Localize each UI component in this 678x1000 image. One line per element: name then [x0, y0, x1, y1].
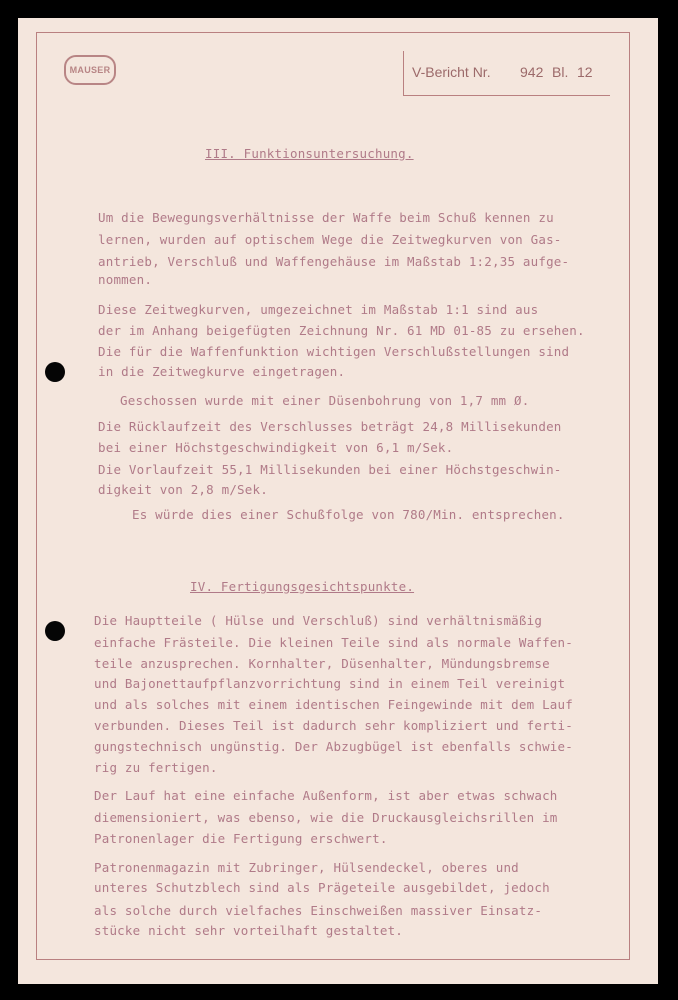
section-3-heading: III. Funktionsuntersuchung.: [205, 146, 414, 161]
section-4-line: unteres Schutzblech sind als Prägeteile ausgebildet, jedoch: [94, 880, 550, 895]
section-4-line: und als solches mit einem identischen Feingewinde mit dem Lauf: [94, 697, 573, 712]
section-4-line: teile anzusprechen. Kornhalter, Düsenhalter, Mündungsbremse: [94, 656, 550, 671]
section-4-line: gungstechnisch ungünstig. Der Abzugbügel ist ebenfalls schwie-: [94, 739, 573, 754]
logo-text: MAUSER: [69, 65, 111, 75]
section-4-line: Die Hauptteile ( Hülse und Verschluß) sind verhältnismäßig: [94, 613, 543, 628]
section-3-line: Die für die Waffenfunktion wichtigen Verschlußstellungen sind: [98, 344, 570, 359]
sheet-label: Bl.: [552, 64, 569, 80]
section-3-line: Die Vorlaufzeit 55,1 Millisekunden bei einer Höchstgeschwin-: [98, 462, 562, 477]
section-3-line: Geschossen wurde mit einer Düsenbohrung von 1,7 mm Ø.: [120, 393, 530, 408]
section-3-line: lernen, wurden auf optischem Wege die Zeitwegkurven von Gas-: [98, 232, 562, 247]
section-4-line: Patronenlager die Fertigung erschwert.: [94, 831, 388, 846]
section-3-line: Es würde dies einer Schußfolge von 780/Min. entsprechen.: [132, 507, 565, 522]
section-3-line: der im Anhang beigefügten Zeichnung Nr. 61 MD 01-85 zu ersehen.: [98, 323, 585, 338]
section-3-line: digkeit von 2,8 m/Sek.: [98, 482, 268, 497]
report-prefix: V-Bericht Nr.: [412, 64, 491, 80]
section-3-line: Um die Bewegungsverhältnisse der Waffe beim Schuß kennen zu: [98, 210, 554, 225]
mauser-logo: [64, 55, 116, 85]
section-4-line: einfache Frästeile. Die kleinen Teile sind als normale Waffen-: [94, 635, 573, 650]
sheet-number: 12: [577, 64, 593, 80]
section-3-line: antrieb, Verschluß und Waffengehäuse im Maßstab 1:2,35 aufge-: [98, 254, 570, 269]
section-4-heading: IV. Fertigungsgesichtspunkte.: [190, 579, 415, 594]
section-4-line: als solche durch vielfaches Einschweißen massiver Einsatz-: [94, 903, 543, 918]
punch-hole-upper: [45, 362, 65, 382]
report-number: 942: [520, 64, 544, 80]
section-4-line: stücke nicht sehr vorteilhaft gestaltet.: [94, 923, 404, 938]
report-header-box: [403, 51, 610, 96]
section-4-line: diemensioniert, was ebenso, wie die Druckausgleichsrillen im: [94, 810, 558, 825]
section-3-line: nommen.: [98, 272, 153, 287]
section-4-line: und Bajonettaufpflanzvorrichtung sind in einem Teil vereinigt: [94, 676, 566, 691]
section-3-line: bei einer Höchstgeschwindigkeit von 6,1 m/Sek.: [98, 440, 454, 455]
section-3-line: Diese Zeitwegkurven, umgezeichnet im Maßstab 1:1 sind aus: [98, 302, 539, 317]
section-4-line: Der Lauf hat eine einfache Außenform, ist aber etwas schwach: [94, 788, 558, 803]
section-3-line: Die Rücklaufzeit des Verschlusses beträgt 24,8 Millisekunden: [98, 419, 562, 434]
section-4-line: Patronenmagazin mit Zubringer, Hülsendeckel, oberes und: [94, 860, 519, 875]
punch-hole-lower: [45, 621, 65, 641]
section-3-line: in die Zeitwegkurve eingetragen.: [98, 364, 346, 379]
section-4-line: verbunden. Dieses Teil ist dadurch sehr kompliziert und ferti-: [94, 718, 573, 733]
section-4-line: rig zu fertigen.: [94, 760, 218, 775]
